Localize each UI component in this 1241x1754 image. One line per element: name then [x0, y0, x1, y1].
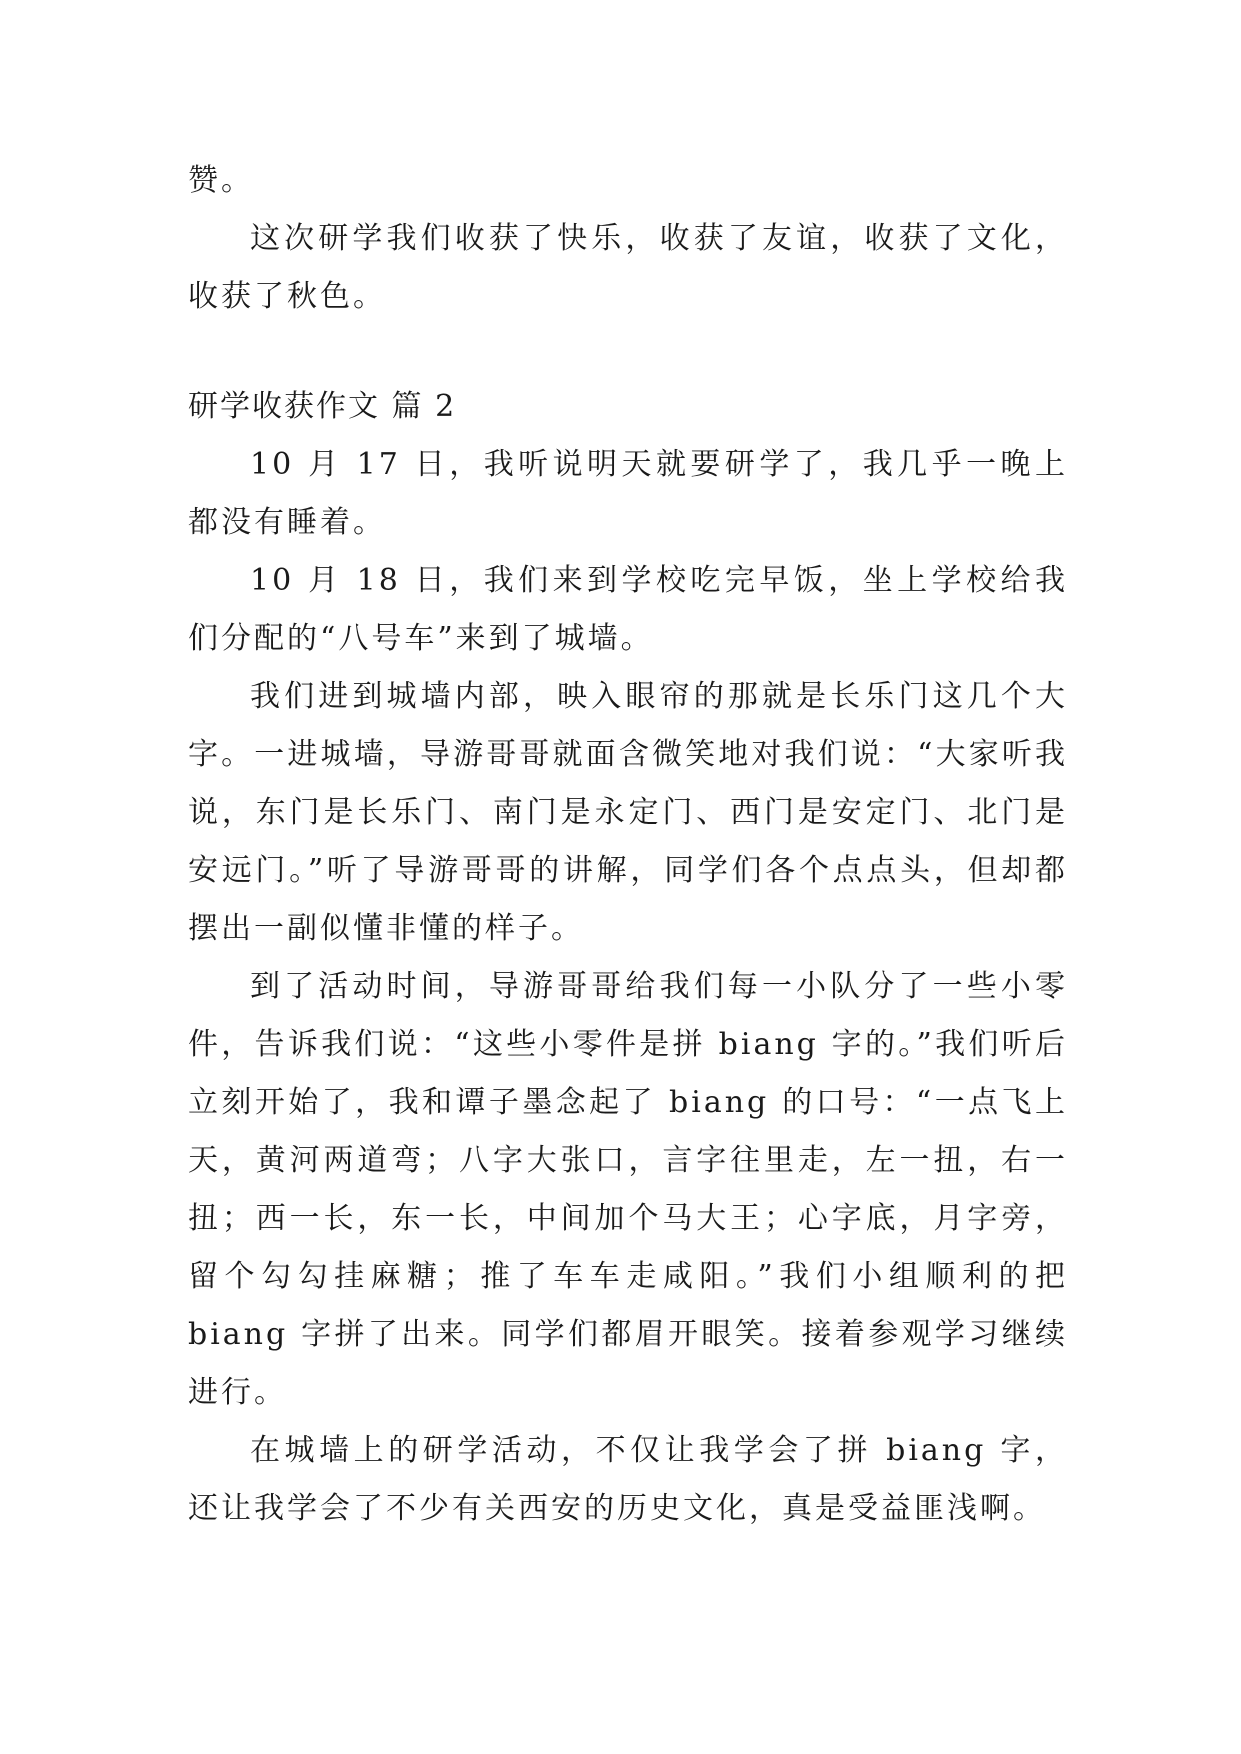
paragraph: 10 月 17 日，我听说明天就要研学了，我几乎一晚上都没有睡着。 — [188, 447, 1068, 540]
paragraph: 我们进到城墙内部，映入眼帘的那就是长乐门这几个大字。一进城墙，导游哥哥就面含微笑地对我们说：“大家听我说，东门是长乐门、南门是永定门、西门是安定门、北门是安远门。”听了导游哥哥的讲解，同学们各个点点头，但却都摆出一副似懂非懂的样子。 — [188, 679, 1068, 946]
section-heading: 研学收获作文 篇 2 — [188, 389, 457, 424]
paragraph: 这次研学我们收获了快乐，收获了友谊，收获了文化，收获了秋色。 — [188, 221, 1068, 314]
paragraph: 到了活动时间，导游哥哥给我们每一小队分了一些小零件，告诉我们说：“这些小零件是拼 biang 字的。”我们听后立刻开始了，我和谭子墨念起了 biang 的口号：“一点飞上天，黄河两道弯；八字大张口，言字往里走，左一扭，右一扭；西一长，东一长，中间加个马大王；心字底，月字旁，留个勾勾挂麻糖；推了车车走咸阳。”我们小组顺利的把 biang 字拼了出来。同学们都眉开眼笑。接着参观学习继续进行。 — [188, 969, 1068, 1410]
paragraph: 在城墙上的研学活动，不仅让我学会了拼 biang 字，还让我学会了不少有关西安的历史文化，真是受益匪浅啊。 — [188, 1433, 1068, 1526]
paragraph: 10 月 18 日，我们来到学校吃完早饭，坐上学校给我们分配的“八号车”来到了城墙。 — [188, 563, 1068, 656]
continuation-paragraph: 赞。 — [188, 163, 254, 198]
document-body — [188, 152, 1068, 1538]
section-gap — [188, 326, 1068, 378]
